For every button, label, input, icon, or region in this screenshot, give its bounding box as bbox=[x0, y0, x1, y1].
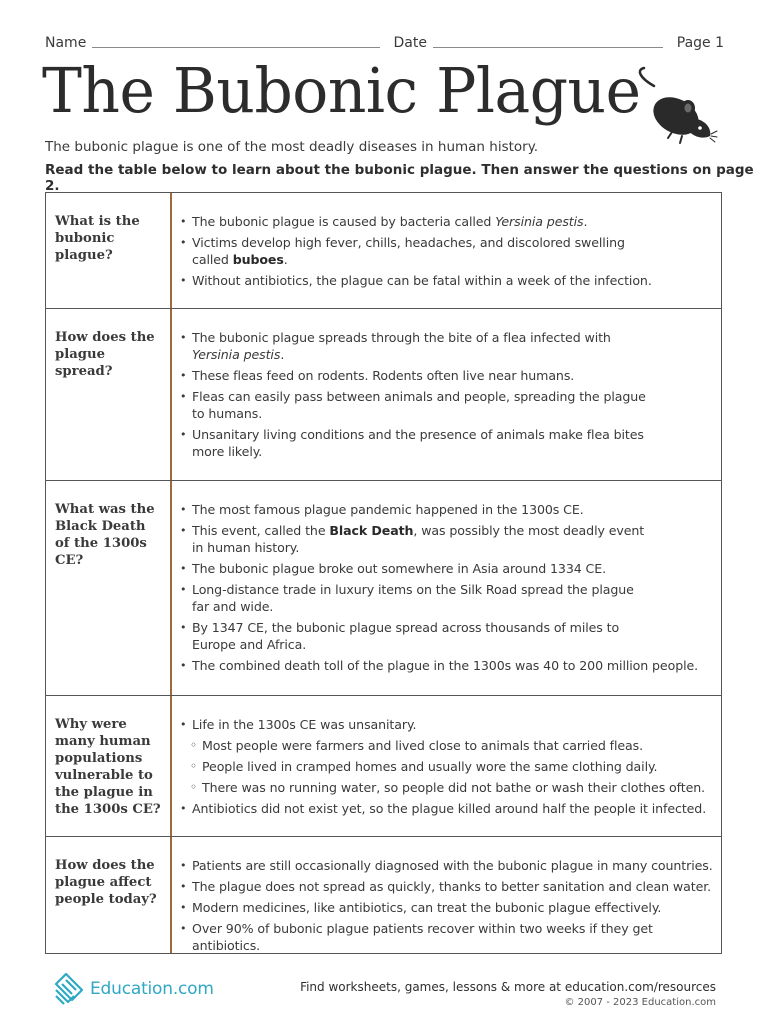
row-answer bbox=[172, 309, 721, 480]
footer-tagline[interactable]: Find worksheets, games, lessons & more at education.com/resources bbox=[300, 980, 716, 994]
row-question: What was the Black Death of the 1300s CE? bbox=[46, 481, 172, 695]
bullet-item: • By 1347 CE, the bubonic plague spread across thousands of miles to Europe and Africa. bbox=[180, 619, 715, 653]
row-question: Why were many human populations vulnerable to the plague in the 1300s CE? bbox=[46, 696, 172, 836]
footer-text bbox=[300, 980, 716, 1008]
bullet-item: • This event, called the Black Death, was possibly the most deadly event in human history. bbox=[180, 522, 715, 556]
row-question: What is the bubonic plague? bbox=[46, 193, 172, 308]
bullet-item: • Unsanitary living conditions and the presence of animals make flea bites more likely. bbox=[180, 426, 715, 460]
row-question: How does the plague affect people today? bbox=[46, 837, 172, 953]
bullet-item: • The combined death toll of the plague in the 1300s was 40 to 200 million people. bbox=[180, 657, 715, 674]
table-row bbox=[46, 193, 721, 308]
intro-text: The bubonic plague is one of the most deadly diseases in human history. bbox=[45, 139, 539, 155]
bullet-item: • Patients are still occasionally diagnosed with the bubonic plague in many countries. bbox=[180, 857, 715, 874]
row-answer bbox=[172, 193, 721, 308]
rat-icon bbox=[632, 66, 718, 148]
sub-bullet-item: ◦ People lived in cramped homes and usually wore the same clothing daily. bbox=[180, 758, 715, 775]
name-label: Name bbox=[45, 35, 87, 51]
brand-name: Education.com bbox=[90, 979, 214, 999]
row-answer bbox=[172, 481, 721, 695]
bullet-item: • The most famous plague pandemic happened in the 1300s CE. bbox=[180, 501, 715, 518]
bullet-item: • The plague does not spread as quickly, thanks to better sanitation and clean water. bbox=[180, 878, 715, 895]
bullet-item: • Without antibiotics, the plague can be fatal within a week of the infection. bbox=[180, 272, 715, 289]
sub-bullet-item: ◦ Most people were farmers and lived close to animals that carried fleas. bbox=[180, 737, 715, 754]
date-label: Date bbox=[393, 35, 427, 51]
row-question: How does the plague spread? bbox=[46, 309, 172, 480]
bullet-item: • These fleas feed on rodents. Rodents often live near humans. bbox=[180, 367, 715, 384]
bullet-item: • Modern medicines, like antibiotics, can treat the bubonic plague effectively. bbox=[180, 899, 715, 916]
bullet-item: • Victims develop high fever, chills, headaches, and discolored swelling called buboes. bbox=[180, 234, 715, 268]
bullet-item: • Over 90% of bubonic plague patients recover within two weeks if they get antibiotics. bbox=[180, 920, 715, 954]
instructions-text: Read the table below to learn about the bubonic plague. Then answer the questions on page 2. bbox=[45, 162, 754, 194]
education-logo-icon bbox=[52, 972, 86, 1006]
page-title: The Bubonic Plague bbox=[42, 54, 641, 127]
date-field-line[interactable] bbox=[433, 46, 663, 48]
info-table bbox=[45, 192, 722, 954]
worksheet-header bbox=[45, 33, 724, 51]
table-row bbox=[46, 836, 721, 953]
bullet-item: • The bubonic plague broke out somewhere in Asia around 1334 CE. bbox=[180, 560, 715, 577]
bullet-item: • Fleas can easily pass between animals and people, spreading the plague to humans. bbox=[180, 388, 715, 422]
table-row bbox=[46, 308, 721, 480]
page-number: Page 1 bbox=[676, 35, 724, 51]
row-answer bbox=[172, 696, 721, 836]
sub-bullet-item: ◦ There was no running water, so people did not bathe or wash their clothes often. bbox=[180, 779, 715, 796]
table-row bbox=[46, 480, 721, 695]
name-field-line[interactable] bbox=[92, 46, 379, 48]
bullet-item: • Antibiotics did not exist yet, so the plague killed around half the people it infected. bbox=[180, 800, 715, 817]
education-logo[interactable] bbox=[52, 972, 214, 1006]
bullet-item: • The bubonic plague is caused by bacteria called Yersinia pestis. bbox=[180, 213, 715, 230]
bullet-item: • Life in the 1300s CE was unsanitary. bbox=[180, 716, 715, 733]
footer-copyright: © 2007 - 2023 Education.com bbox=[564, 997, 716, 1008]
row-answer bbox=[172, 837, 721, 953]
table-row bbox=[46, 695, 721, 836]
bullet-item: • The bubonic plague spreads through the bite of a flea infected with Yersinia pestis. bbox=[180, 329, 715, 363]
bullet-item: • Long-distance trade in luxury items on the Silk Road spread the plague far and wide. bbox=[180, 581, 715, 615]
